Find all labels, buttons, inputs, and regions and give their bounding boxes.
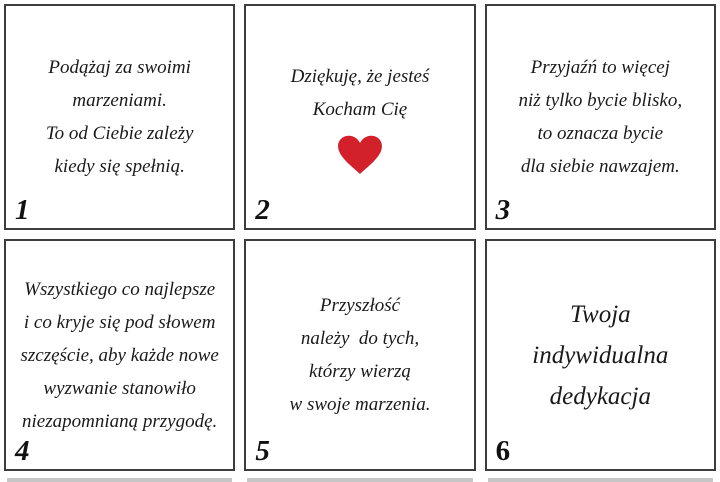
card-number: 1 (15, 194, 30, 227)
edge-segment (7, 478, 232, 482)
edge-segment (247, 478, 472, 482)
card-text (286, 60, 435, 175)
card-option-2 (244, 4, 475, 230)
card-option-1 (4, 4, 235, 230)
card-option-6 (485, 239, 716, 471)
card-text (15, 273, 223, 438)
card-line: Dziękuję, że jesteś (290, 65, 430, 87)
next-row-edge (4, 478, 716, 482)
card-text (285, 289, 436, 421)
card-line: wyzwanie stanowiło (43, 377, 196, 399)
card-number: 6 (495, 435, 511, 468)
card-line: i co kryje się pod słowem (23, 311, 216, 333)
card-line: w swoje marzenia. (289, 394, 431, 415)
card-text (41, 51, 199, 183)
card-option-3 (485, 4, 716, 230)
card-line: należy do tych, (300, 328, 420, 349)
card-line: kiedy się spełnią. (54, 156, 185, 177)
card-line: Twoja (569, 300, 631, 328)
card-number: 3 (495, 194, 511, 227)
card-line: Wszystkiego co najlepsze (24, 278, 216, 300)
card-text (527, 294, 673, 417)
card-line: to oznacza bycie (537, 123, 664, 144)
card-line: Przyjaźń to więcej (530, 57, 670, 78)
card-line: Przyszłość (319, 295, 401, 316)
card-line: dedykacja (549, 382, 651, 410)
card-line: To od Ciebie zależy (45, 123, 194, 144)
card-line: niezapomnianą przygodę. (22, 410, 218, 432)
card-number: 4 (15, 435, 30, 468)
card-number: 2 (255, 194, 270, 227)
card-line: dla siebie nawzajem. (520, 156, 680, 177)
card-line: szczęście, aby każde nowe (20, 344, 219, 366)
card-text (514, 51, 688, 183)
card-grid (4, 4, 716, 471)
card-line: marzeniami. (72, 90, 167, 111)
edge-segment (488, 478, 713, 482)
card-line: którzy wierzą (309, 361, 411, 382)
card-line: indywidualna (532, 341, 669, 369)
heart-icon (291, 135, 430, 175)
card-option-4 (4, 239, 235, 471)
card-number: 5 (255, 435, 270, 468)
card-line: niż tylko bycie blisko, (518, 90, 683, 111)
card-line: Podążaj za swoimi (48, 57, 191, 78)
card-option-5 (244, 239, 475, 471)
card-line: Kocham Cię (312, 98, 408, 120)
